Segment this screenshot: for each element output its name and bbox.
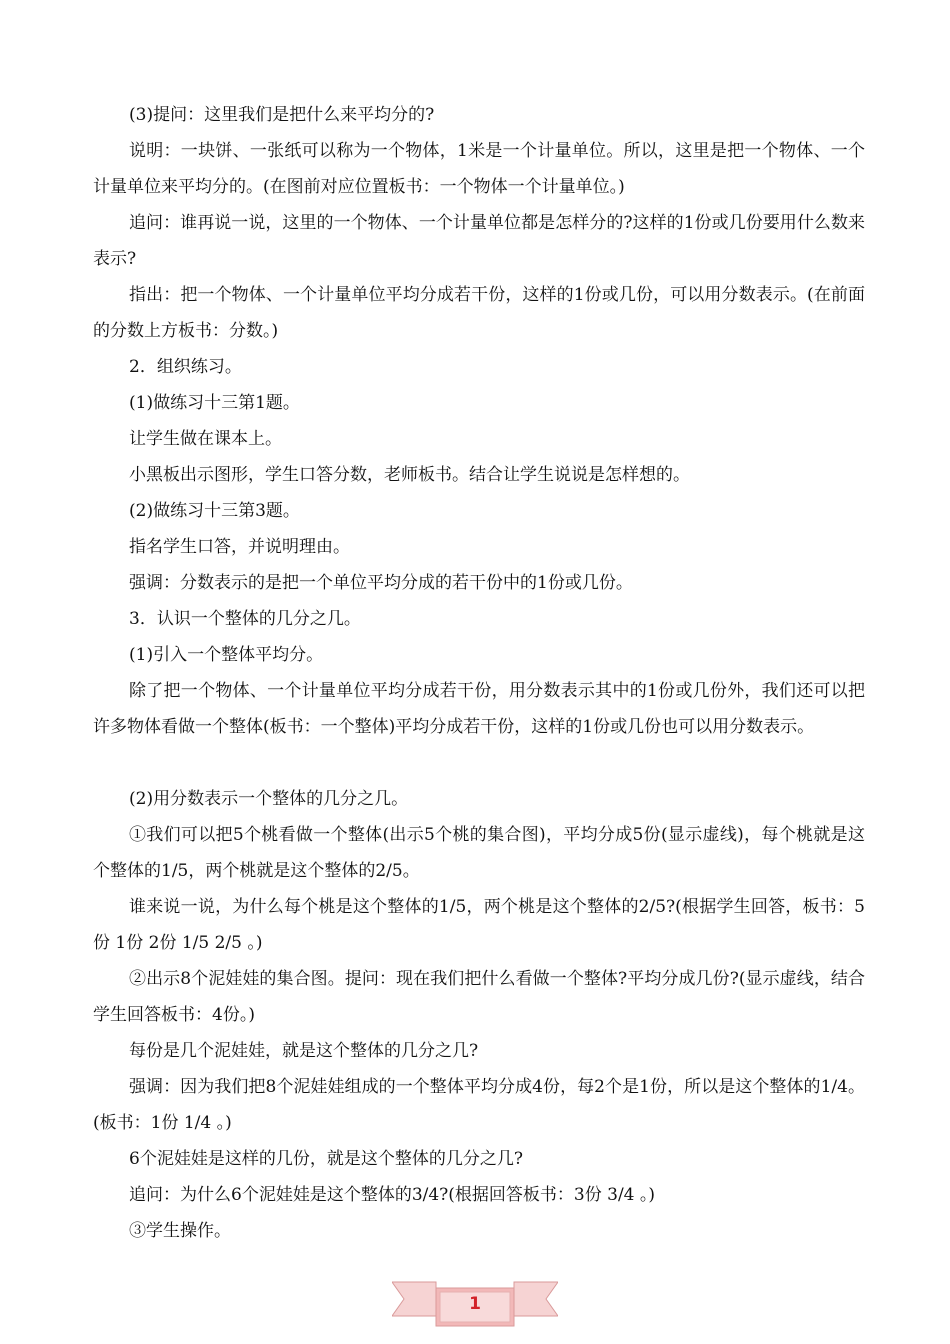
paragraph: (1)引入一个整体平均分。 bbox=[129, 645, 324, 665]
paragraph: 每份是几个泥娃娃，就是这个整体的几分之几? bbox=[129, 1041, 479, 1061]
paragraph: (2)用分数表示一个整体的几分之几。 bbox=[129, 789, 409, 809]
paragraph: ③学生操作。 bbox=[129, 1221, 231, 1241]
paragraph: 除了把一个物体、一个计量单位平均分成若干份，用分数表示其中的1份或几份外，我们还可以把许多物体看做一个整体(板书：一个整体)平均分成若干份，这样的1份或几份也可以用分数表示。 bbox=[93, 681, 865, 737]
page-number-ribbon bbox=[392, 1276, 558, 1338]
paragraph: 指出：把一个物体、一个计量单位平均分成若干份，这样的1份或几份，可以用分数表示。(在前面的分数上方板书：分数。) bbox=[93, 285, 865, 341]
paragraph: 强调：分数表示的是把一个单位平均分成的若干份中的1份或几份。 bbox=[129, 573, 633, 593]
paragraph: (1)做练习十三第1题。 bbox=[129, 393, 300, 413]
paragraph: 小黑板出示图形，学生口答分数，老师板书。结合让学生说说是怎样想的。 bbox=[129, 465, 690, 485]
paragraph: 追问：为什么6个泥娃娃是这个整体的3/4?(根据回答板书：3份 3/4 。) bbox=[129, 1185, 656, 1205]
paragraph: 谁来说一说，为什么每个桃是这个整体的1/5，两个桃是这个整体的2/5?(根据学生回答，板书：5份 1份 2份 1/5 2/5 。) bbox=[93, 897, 865, 953]
paragraph: ②出示8个泥娃娃的集合图。提问：现在我们把什么看做一个整体?平均分成几份?(显示虚线，结合学生回答板书：4份。) bbox=[93, 969, 865, 1025]
paragraph: 追问：谁再说一说，这里的一个物体、一个计量单位都是怎样分的?这样的1份或几份要用什么数来表示? bbox=[93, 213, 865, 269]
paragraph: 6个泥娃娃是这样的几份，就是这个整体的几分之几? bbox=[129, 1149, 523, 1169]
paragraph: 让学生做在课本上。 bbox=[129, 429, 282, 449]
paragraph: 2．组织练习。 bbox=[129, 357, 242, 377]
page-number: 1 bbox=[469, 1294, 481, 1314]
paragraph: 说明：一块饼、一张纸可以称为一个物体，1米是一个计量单位。所以，这里是把一个物体、一个计量单位来平均分的。(在图前对应位置板书：一个物体一个计量单位。) bbox=[93, 141, 865, 197]
paragraph: 指名学生口答，并说明理由。 bbox=[129, 537, 350, 557]
paragraph: (3)提问：这里我们是把什么来平均分的? bbox=[129, 105, 435, 125]
paragraph: 强调：因为我们把8个泥娃娃组成的一个整体平均分成4份，每2个是1份，所以是这个整体的1/4。(板书：1份 1/4 。) bbox=[93, 1077, 865, 1133]
paragraph: (2)做练习十三第3题。 bbox=[129, 501, 300, 521]
paragraph: 3．认识一个整体的几分之几。 bbox=[129, 609, 361, 629]
paragraph: ①我们可以把5个桃看做一个整体(出示5个桃的集合图)，平均分成5份(显示虚线)，每个桃就是这个整体的1/5，两个桃就是这个整体的2/5。 bbox=[93, 825, 865, 881]
